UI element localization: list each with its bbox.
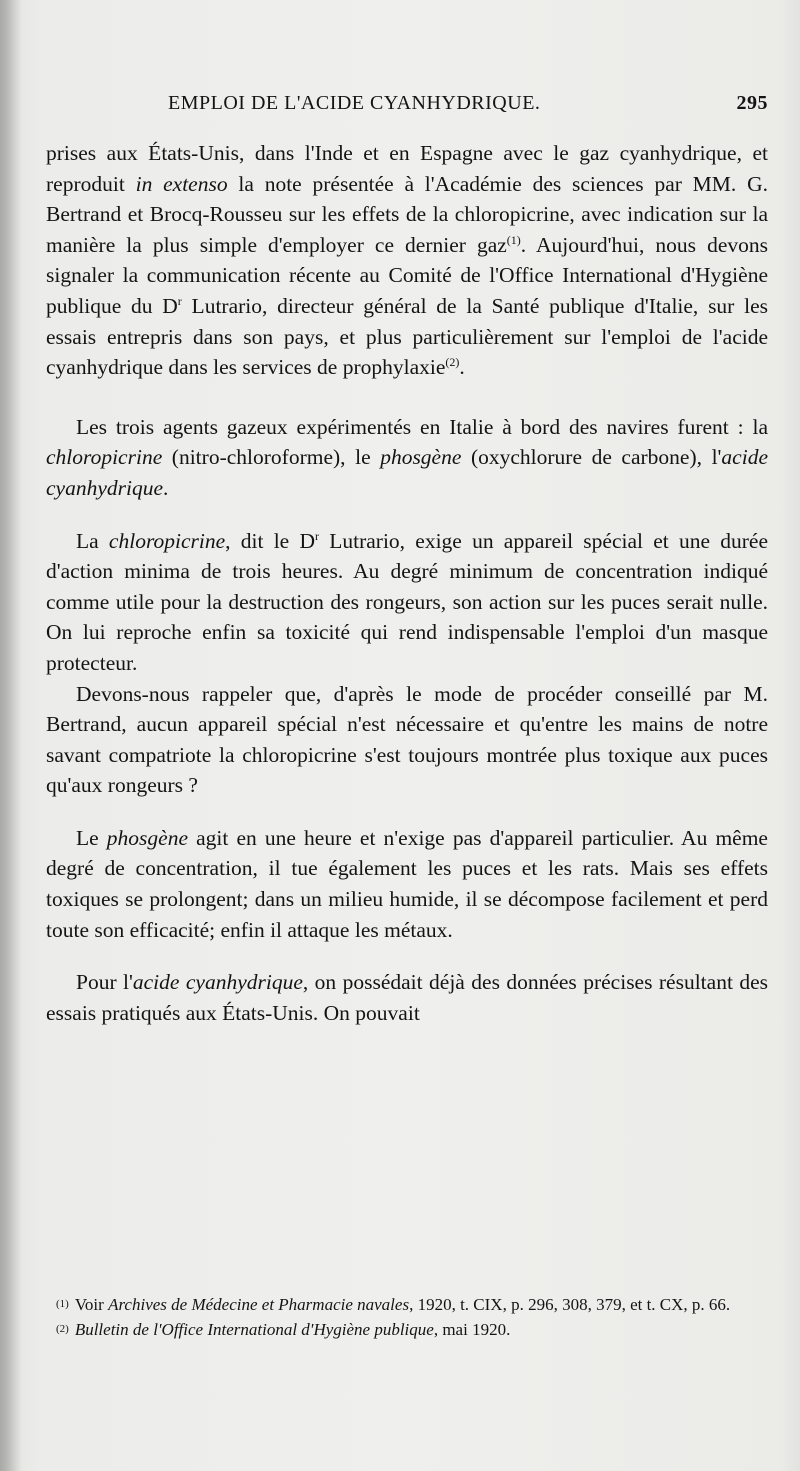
text-run: .: [459, 355, 465, 380]
paragraph-4: [46, 679, 768, 801]
text-run: Les trois agents gazeux expérimentés en Italie à bord des navires furent : la: [76, 414, 768, 439]
body-text: [46, 138, 768, 1028]
text-run: Devons-nous rappeler que, d'après le mode de procéder conseillé par M. Bertrand, aucun appareil spécial n'est nécessaire et qu'entre les mains de notre savant compatriote la chloropicrine s'est toujours montrée plus toxique aux puces qu'aux rongeurs ?: [46, 681, 768, 798]
paragraph-5: [46, 823, 768, 945]
text-run: Lutrario, exige un appareil spécial et une durée d'action minima de trois heures. Au degré minimum de concentration indiqué comme utile pour la destruction des rongeurs, son action sur les puces serait nulle. On lui reproche enfin sa toxicité qui rend indispensable l'emploi d'un masque protecteur.: [46, 528, 768, 675]
text-run: la note présentée à l'Académie des sciences par MM. G. Bertrand et Brocq-Rousseu sur les effets de la chloropicrine, avec indication sur la manière la plus simple d'employer ce dernier gaz: [46, 171, 768, 257]
footnote-ref-2[interactable]: (2): [445, 355, 460, 369]
text-run: La: [76, 528, 109, 553]
superscript: r: [314, 528, 319, 543]
footnote-2: [56, 1317, 768, 1342]
superscript: r: [177, 293, 182, 308]
text-run: agit en une heure et n'exige pas d'appareil particulier. Au même degré de concentration, il tue également les puces et les rats. Mais ses effets toxiques se prolongent; dans un milieu humide, il se décompose facilement et perd toute son efficacité; enfin il attaque les métaux.: [46, 825, 768, 942]
page-number: 295: [736, 92, 768, 114]
text-run: Pour l': [76, 970, 133, 995]
paragraph-3: [46, 526, 768, 679]
italic-run: acide cyanhydrique: [46, 445, 768, 500]
paragraph-1: [46, 138, 768, 383]
footnote-mark: (2): [56, 1323, 69, 1335]
running-title: EMPLOI DE L'ACIDE CYANHYDRIQUE.: [168, 92, 541, 114]
text-run: Le: [76, 825, 107, 850]
text-run: prises aux États-Unis, dans l'Inde et en Espagne avec le gaz cyanhydrique, et reproduit: [46, 141, 768, 196]
paragraph-6: [46, 967, 768, 1028]
italic-run: in extenso: [135, 171, 228, 196]
footnote-mark: (1): [56, 1298, 69, 1310]
italic-run: phosgène: [380, 445, 462, 470]
text-run: .: [163, 475, 169, 500]
text-run: Lutrario, directeur général de la Santé publique d'Italie, sur les essais entrepris dans son pays, et plus particulièrement sur l'emploi de l'acide cyanhydrique dans les services de prophylaxie: [46, 293, 768, 380]
italic-run: acide cyanhydrique: [132, 970, 303, 995]
text-run: . Aujourd'hui, nous devons signaler la communication récente au Comité de l'Office International d'Hygiène publique du D: [46, 232, 768, 318]
italic-run: Archives de Médecine et Pharmacie navales: [108, 1295, 410, 1314]
text-run: , 1920, t. CIX, p. 296, 308, 379, et t. CX, p. 66.: [409, 1295, 731, 1314]
italic-run: chloropicrine: [108, 528, 226, 553]
italic-run: phosgène: [106, 825, 188, 850]
footnotes: [56, 1292, 768, 1342]
text-run: , on possédait déjà des données précises résultant des essais pratiqués aux États-Unis. On pouvait: [46, 970, 769, 1025]
text-run: , dit le D: [225, 528, 315, 553]
running-header: [168, 92, 768, 122]
italic-run: chloropicrine: [46, 445, 163, 470]
paragraph-2: [46, 412, 768, 504]
binding-shadow: [0, 0, 22, 1471]
italic-run: Bulletin de l'Office International d'Hygiène publique: [74, 1320, 434, 1339]
text-run: , mai 1920.: [433, 1320, 511, 1339]
footnote-1: [56, 1292, 768, 1317]
footnote-ref-1[interactable]: (1): [506, 232, 521, 247]
text-run: (nitro-chloroforme), le: [162, 445, 381, 470]
text-run: Voir: [74, 1295, 109, 1314]
text-run: (oxychlorure de carbone), l': [461, 445, 722, 470]
